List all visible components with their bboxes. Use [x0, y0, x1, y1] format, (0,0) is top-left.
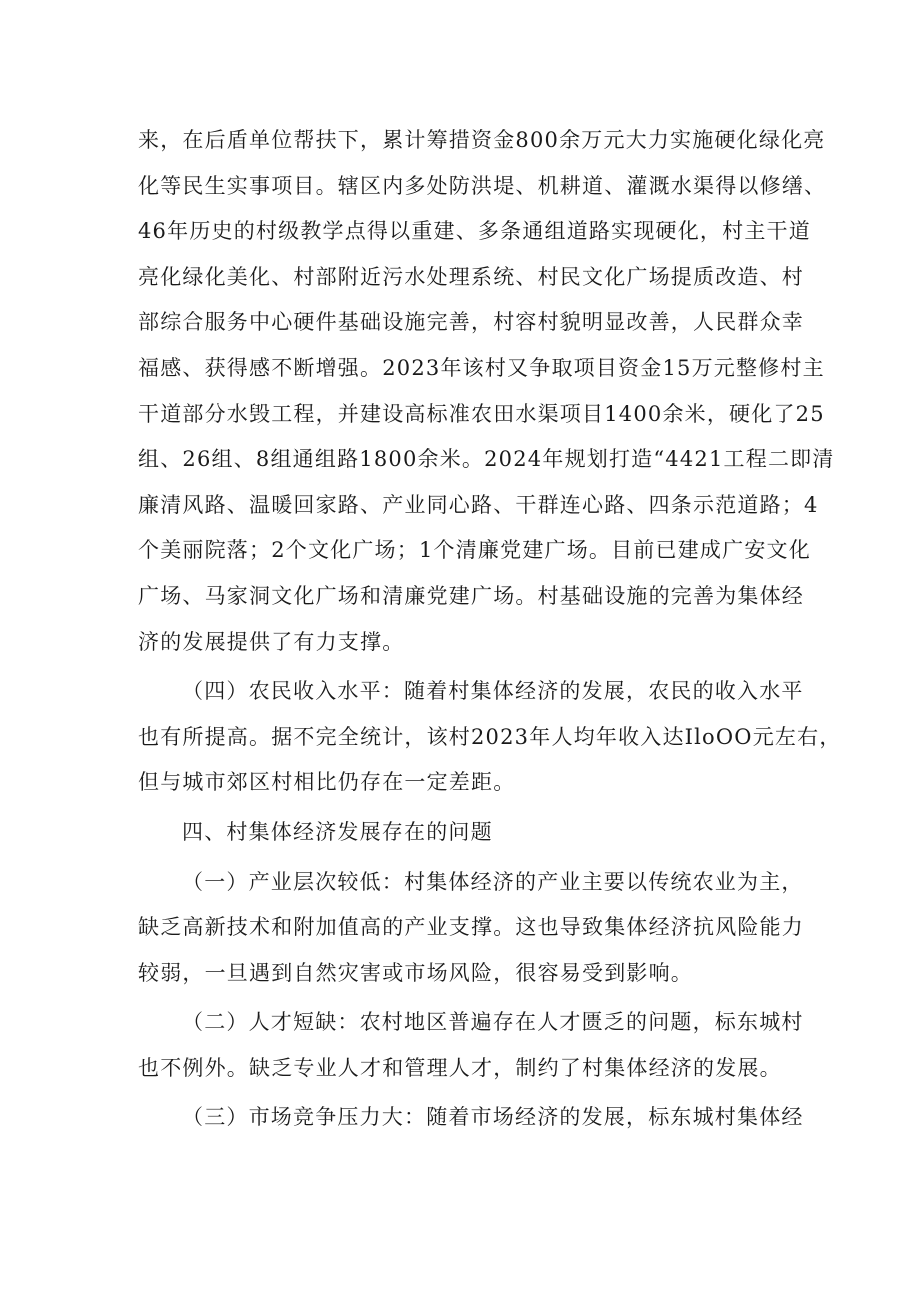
text-line: 济的发展提供了有力支撑。 — [138, 629, 405, 654]
text-line: 亮化绿化美化、村部附近污水处理系统、村民文化广场提质改造、村 — [138, 264, 804, 289]
text-line: （四）农民收入水平：随着村集体经济的发展，农民的收入水平 — [182, 679, 804, 704]
paragraph-farmer-income — [138, 669, 842, 806]
text-line: 个美丽院落；2个文化广场；1个清廉党建广场。目前已建成广安文化 — [138, 538, 811, 563]
text-line: （三）市场竞争压力大：随着市场经济的发展，标东城村集体经 — [182, 1105, 804, 1130]
text-line: 也有所提高。据不完全统计，该村2023年人均年收入达IloOO元左右， — [138, 724, 842, 749]
text-line: 干道部分水毁工程，并建设高标准农田水渠项目1400余米，硬化了25 — [138, 401, 825, 426]
paragraph-infrastructure — [138, 118, 835, 665]
text-line: 廉清风路、温暖回家路、产业同心路、干群连心路、四条示范道路；4 — [138, 492, 819, 517]
document-page — [138, 118, 842, 1141]
text-line: 来，在后盾单位帮扶下，累计筹措资金800余万元大力实施硬化绿化亮 — [138, 128, 826, 152]
text-line: 但与城市郊区村相比仍存在一定差距。 — [138, 770, 516, 795]
paragraph-market-competition — [138, 1095, 804, 1141]
text-line: （二）人才短缺：农村地区普遍存在人才匮乏的问题，标东城村 — [182, 1010, 804, 1035]
text-line: （一）产业层次较低：村集体经济的产业主要以传统农业为主， — [182, 869, 804, 894]
text-line: 组、26组、8组通组路1800余米。2024年规划打造“4421工程二即清 — [138, 447, 835, 472]
text-line: 缺乏高新技术和附加值高的产业支撑。这也导致集体经济抗风险能力 — [138, 915, 804, 940]
text-line: 较弱，一旦遇到自然灾害或市场风险，很容易受到影响。 — [138, 960, 693, 985]
text-line: 广场、马家洞文化广场和清廉党建广场。村基础设施的完善为集体经 — [138, 583, 804, 608]
text-line: 46年历史的村级教学点得以重建、多条通组道路实现硬化，村主干道 — [138, 219, 811, 244]
paragraph-industry-level — [138, 860, 804, 997]
text-line: 化等民生实事项目。辖区内多处防洪堤、机耕道、灌溉水渠得以修缮、 — [138, 173, 827, 198]
paragraph-talent-shortage — [138, 1000, 804, 1091]
section-heading — [138, 810, 793, 856]
text-line: 福感、获得感不断增强。2023年该村又争取项目资金15万元整修村主 — [138, 355, 825, 380]
text-line: 也不例外。缺乏专业人才和管理人才，制约了村集体经济的发展。 — [138, 1055, 782, 1080]
heading-text: 四、村集体经济发展存在的问题 — [182, 819, 493, 844]
text-line: 部综合服务中心硬件基础设施完善，村容村貌明显改善，人民群众幸 — [138, 310, 804, 335]
